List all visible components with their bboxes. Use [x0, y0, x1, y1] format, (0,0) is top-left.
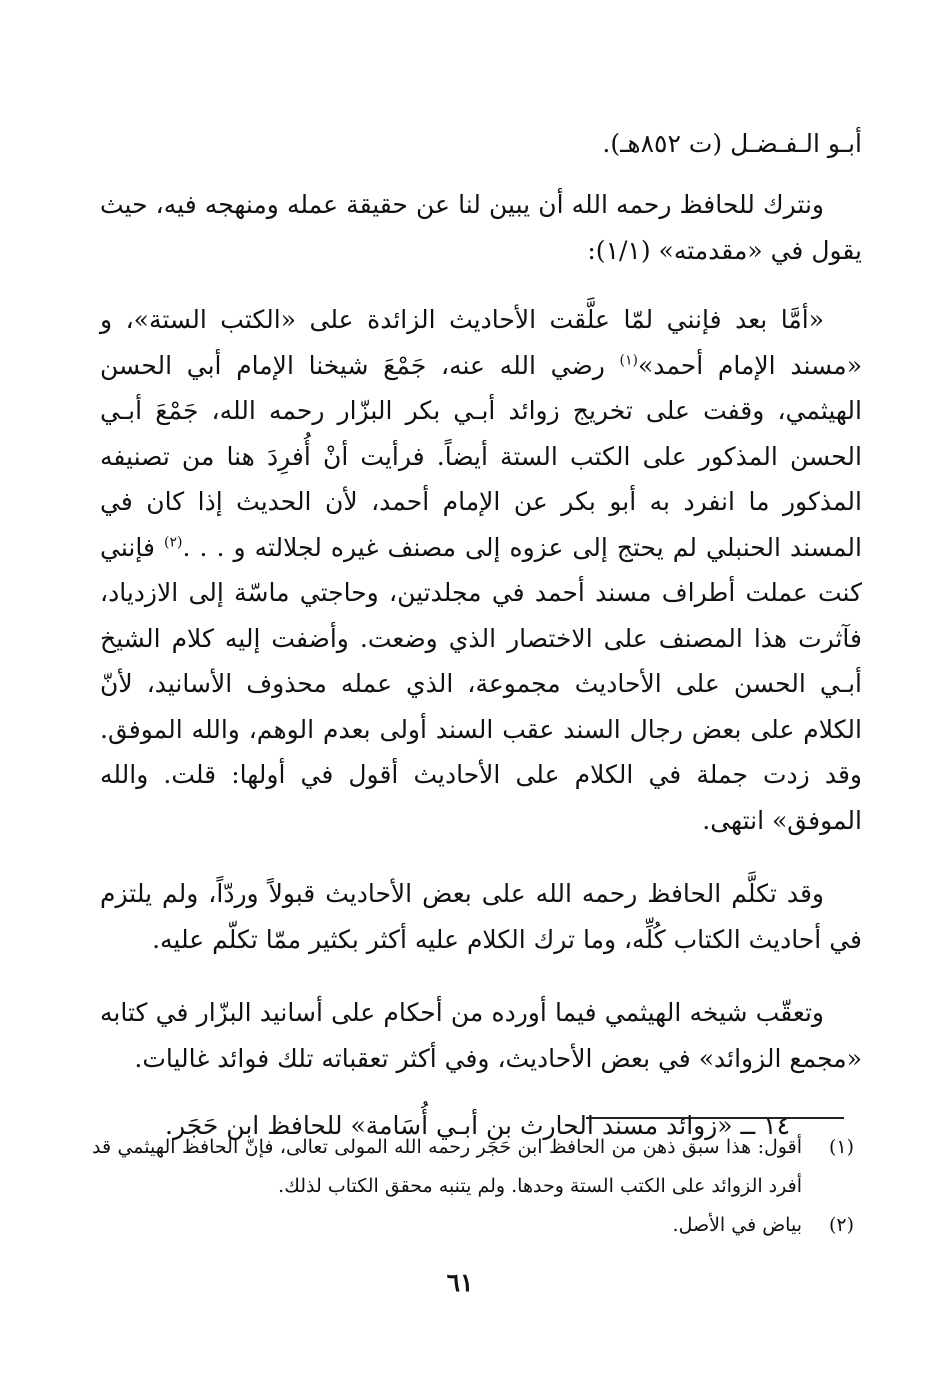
footnote-text: بياض في الأصل. — [672, 1214, 802, 1236]
footnotes — [92, 1128, 854, 1245]
footnote-divider — [586, 1117, 844, 1119]
footnote-2 — [92, 1206, 854, 1245]
section-heading: أبـو الـفـضـل (ت ٨٥٢هـ). — [602, 129, 862, 158]
footnote-marker-2: (٢) — [163, 534, 183, 551]
numbered-item-14: ١٤ ــ «زوائد مسند الحارث بن أبـي أُسَامة» للحافظ ابن حَجَر. — [165, 1111, 790, 1140]
footnote-1 — [92, 1128, 854, 1206]
footnote-text: أقول: هذا سبق ذهن من الحافظ ابن حَجَر رحمه الله المولى تعالى، فإنّ الحافظ الهيثمي قد أفرد الزوائد على الكتب الستة وحدها. ولم يتنبه محقق الكتاب لذلك. — [92, 1136, 802, 1197]
paragraph-critique: وتعقّب شيخه الهيثمي فيما أورده من أحكام على أسانيد البزّار في كتابه «مجمع الزوائد» في بعض الأحاديث، وفي أكثر تعقباته تلك فوائد غاليات. — [100, 998, 862, 1073]
quote-part-1: «أمَّا بعد فإنني لمّا علَّقت الأحاديث الزائدة على «الكتب الستة»، و «مسند الإمام أحمد» — [100, 305, 862, 380]
quote-part-2: رضي الله عنه، جَمْعَ شيخنا الإمام أبي الحسن الهيثمي، وقفت على تخريج زوائد أبـي بكر البزّار رحمه الله، جَمْعَ أبـي الحسن المذكور على الكتب الستة أيضاً. فرأيت أنْ أُفرِدَ هنا من تصنيفه المذكور ما انفرد به أبو بكر عن الإمام أحمد، لأن الحديث إذا كان في المسند الحنبلي لم يحتج إلى عزوه إلى مصنف غيره لجلالته و . . . — [100, 350, 862, 562]
main-text — [100, 118, 862, 1174]
paragraph-commentary: وقد تكلَّم الحافظ رحمه الله على بعض الأحاديث قبولاً وردّاً، ولم يلتزم في أحاديث الكتاب كُلِّه، وما ترك الكلام عليه أكثر بكثير ممّا تكلّم عليه. — [100, 879, 862, 954]
page-number: ٦١ — [446, 1268, 474, 1297]
footnote-marker-1: (١) — [619, 352, 638, 369]
quote-part-3: فإنني كنت عملت أطراف مسند أحمد في مجلدتين، وحاجتي ماسّة إلى الازدياد، فآثرت هذا المصنف على الاختصار الذي وضعت. وأضفت إليه كلام الشيخ أبـي الحسن على الأحاديث مجموعة، الذي عمله محذوف الأسانيد، لأنّ الكلام على بعض رجال السند عقب السند أولى بعدم الوهم، والله الموفق. وقد زدت جملة في الكلام على الأحاديث أقول في أولها: قلت. والله الموفق» انتهى. — [100, 532, 862, 835]
paragraph-intro: ونترك للحافظ رحمه الله أن يبين لنا عن حقيقة عمله ومنهجه فيه، حيث يقول في «مقدمته» (١/١): — [100, 190, 862, 265]
quoted-passage — [100, 297, 862, 843]
footnote-number: (١) — [828, 1136, 854, 1158]
footnote-number: (٢) — [828, 1214, 854, 1236]
